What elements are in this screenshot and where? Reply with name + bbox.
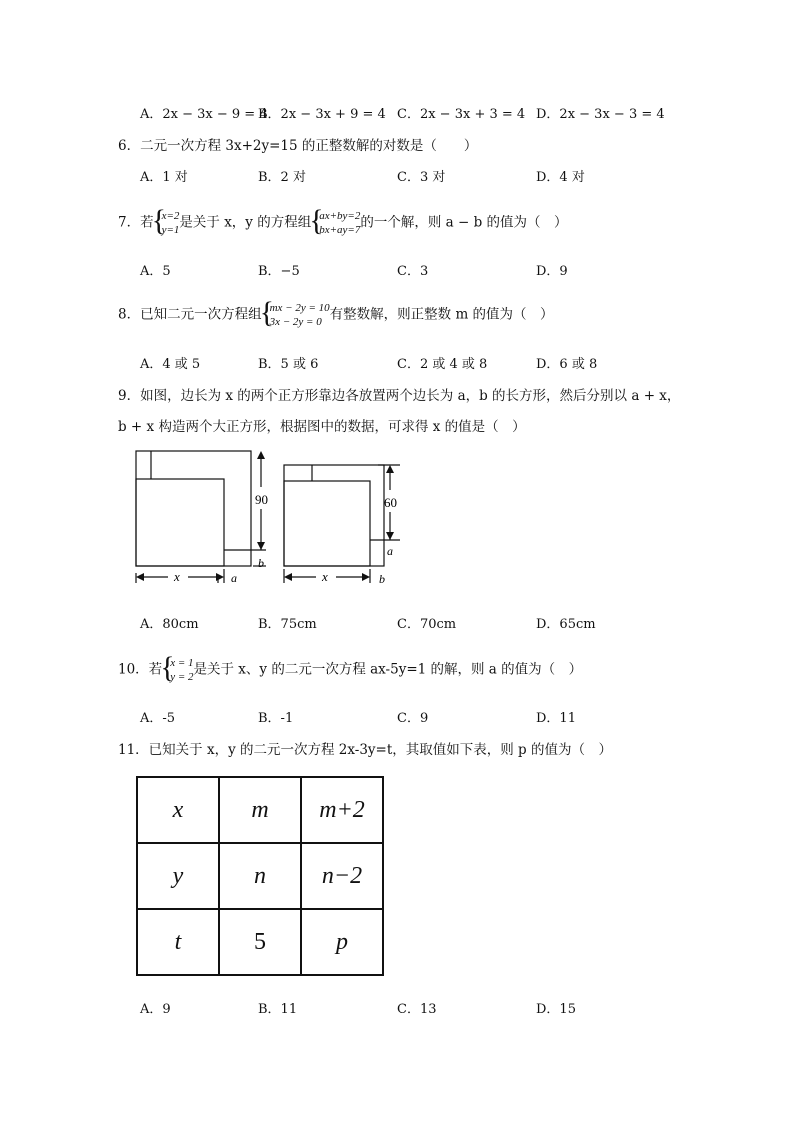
q9-left-x-label: x — [174, 569, 180, 584]
q11-option-c: C．13 — [397, 1002, 437, 1017]
q6-option-a: A．1 对 — [140, 170, 188, 185]
q8-option-a: A．4 或 5 — [140, 357, 201, 372]
q7-option-d: D．9 — [536, 264, 568, 279]
q8-stem — [118, 301, 554, 329]
q7-stem-row — [0, 205, 794, 237]
q6-options — [0, 166, 794, 188]
q11-option-d: D．15 — [536, 1002, 576, 1017]
table-cell: m+2 — [301, 777, 383, 843]
q9-line1: 9．如图，边长为 x 的两个正方形靠边各放置两个边长为 a，b 的长方形，然后分别以 a + x， — [118, 388, 681, 404]
q8-sys-line1: { mx − 2y = 10 — [269, 302, 330, 314]
q7-solution-system — [154, 209, 180, 237]
q8-options — [0, 353, 794, 375]
q9-right-value: 60 — [384, 495, 397, 510]
q11-options — [0, 998, 794, 1020]
table-cell: n — [219, 843, 301, 909]
table-cell: y — [137, 843, 219, 909]
q10-suffix: 是关于 x、y 的二元一次方程 ax-5y=1 的解，则 a 的值为（ ） — [193, 661, 583, 678]
q9-option-a: A．80cm — [140, 617, 199, 632]
q10-prefix: 10．若 — [118, 661, 163, 678]
q8-option-d: D．6 或 8 — [536, 357, 598, 372]
q10-option-d: D．11 — [536, 711, 576, 726]
q8-prefix: 8．已知二元一次方程组 — [118, 306, 262, 323]
q9-line2: b + x 构造两个大正方形，根据图中的数据，可求得 x 的值是（ ） — [118, 419, 526, 435]
table-cell: n−2 — [301, 843, 383, 909]
q10-option-c: C．9 — [397, 711, 429, 726]
q8-equation-system — [262, 301, 330, 329]
q6-stem-row — [0, 134, 794, 156]
table-cell: p — [301, 909, 383, 975]
q7-options — [0, 260, 794, 282]
q10-options — [0, 707, 794, 729]
q9-line2-row — [0, 415, 794, 437]
q7-sys1-line2: y=1 — [161, 224, 180, 236]
q9-option-b: B．75cm — [258, 617, 317, 632]
q5-option-c: C．2x − 3x + 3 = 4 — [397, 107, 526, 122]
q8-option-b: B．5 或 6 — [258, 357, 319, 372]
q7-sys1-line1: { x=2 — [161, 210, 180, 222]
table-row — [137, 909, 383, 975]
q7-prefix: 7．若 — [118, 214, 154, 231]
table-cell: t — [137, 909, 219, 975]
q10-option-a: A．-5 — [140, 711, 176, 726]
q7-option-b: B．−5 — [258, 264, 300, 279]
q10-sys-line1: { x = 1 — [170, 657, 194, 669]
q5-options — [0, 103, 794, 125]
q7-sys2-line1: { ax+by=2 — [319, 210, 361, 222]
q9-line1-row — [0, 384, 794, 406]
q11-value-table — [136, 776, 384, 976]
q10-option-b: B．-1 — [258, 711, 294, 726]
q9-right-inner-square — [284, 481, 370, 566]
q9-options — [0, 613, 794, 635]
q11-stem: 11．已知关于 x，y 的二元一次方程 2x-3y=t，其取值如下表，则 p 的值为（ ） — [118, 742, 612, 758]
table-row — [137, 843, 383, 909]
q6-option-c: C．3 对 — [397, 170, 446, 185]
q9-right-outer-square — [284, 465, 384, 566]
q9-left-outer-square — [136, 451, 251, 566]
q9-left-a-label: a — [231, 571, 237, 585]
q9-left-inner-square — [136, 479, 224, 566]
q5-option-a: A．2x − 3x − 9 = 4 — [140, 107, 268, 122]
q7-option-c: C．3 — [397, 264, 429, 279]
q9-right-a-label: a — [387, 544, 393, 558]
q10-stem-row — [0, 652, 794, 684]
q6-option-b: B．2 对 — [258, 170, 306, 185]
q8-option-c: C．2 或 4 或 8 — [397, 357, 488, 372]
q9-right-x-label: x — [322, 569, 328, 584]
q9-right-b-label: b — [379, 572, 385, 586]
q6-stem: 6．二元一次方程 3x+2y=15 的正整数解的对数是（ ） — [118, 138, 478, 154]
q8-stem-row — [0, 297, 794, 331]
q7-equation-system — [311, 209, 360, 237]
q7-option-a: A．5 — [140, 264, 171, 279]
q11-option-b: B．11 — [258, 1002, 298, 1017]
q10-stem — [118, 656, 582, 684]
q5-option-d: D．2x − 3x − 3 = 4 — [536, 107, 665, 122]
q9-figure — [130, 445, 420, 590]
q8-sys-line2: 3x − 2y = 0 — [269, 316, 322, 328]
q9-option-d: D．65cm — [536, 617, 596, 632]
q11-option-a: A．9 — [140, 1002, 171, 1017]
q5-option-b: B．2x − 3x + 9 = 4 — [258, 107, 386, 122]
q7-suffix: 的一个解，则 a − b 的值为（ ） — [360, 214, 568, 231]
q9-left-b-label: b — [258, 556, 264, 570]
q7-mid: 是关于 x，y 的方程组 — [179, 214, 312, 231]
q10-solution-system — [162, 656, 193, 684]
q7-stem — [118, 209, 568, 237]
q7-sys2-line2: bx+ay=7 — [319, 224, 361, 236]
table-cell: m — [219, 777, 301, 843]
q11-stem-row — [0, 738, 794, 760]
q9-option-c: C．70cm — [397, 617, 457, 632]
table-cell: x — [137, 777, 219, 843]
q8-suffix: 有整数解，则正整数 m 的值为（ ） — [329, 306, 554, 323]
q10-sys-line2: y = 2 — [170, 671, 194, 683]
table-cell: 5 — [219, 909, 301, 975]
q6-option-d: D．4 对 — [536, 170, 585, 185]
q9-left-value: 90 — [255, 492, 268, 507]
table-row — [137, 777, 383, 843]
